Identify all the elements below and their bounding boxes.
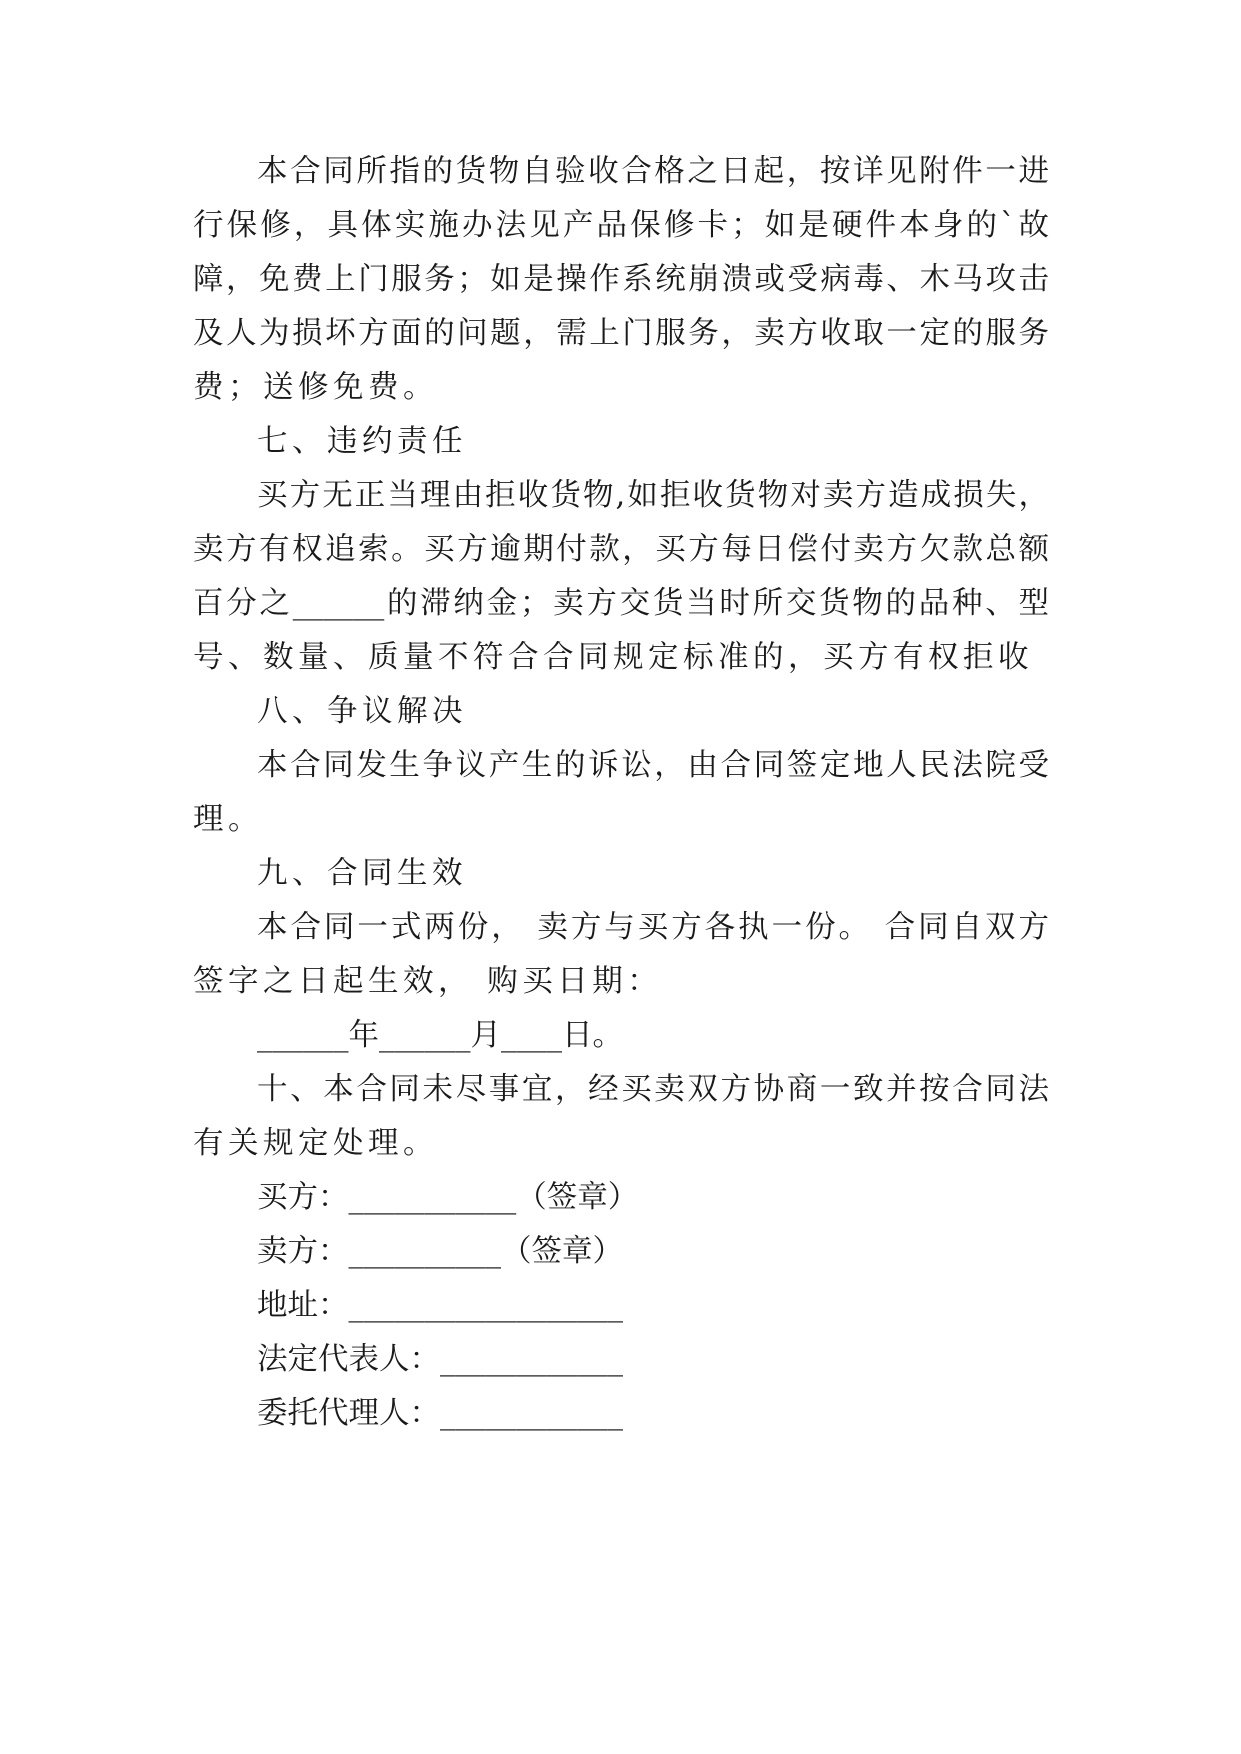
section-heading-breach: 七、违约责任 [257, 424, 467, 459]
authorized-agent-field: 委托代理人：____________ [257, 1396, 623, 1431]
paragraph-warranty-line-4: 及人为损坏方面的问题，需上门服务，卖方收取一定的服务 [193, 316, 1049, 351]
address-field: 地址：__________________ [257, 1288, 623, 1323]
paragraph-warranty-line-1: 本合同所指的货物自验收合格之日起，按详见附件一进 [257, 154, 1049, 189]
paragraph-dispute-line-2: 理。 [193, 802, 263, 837]
paragraph-dispute-line-1: 本合同发生争议产生的诉讼，由合同签定地人民法院受 [257, 748, 1049, 783]
purchase-date-field: ______年______月____日。 [257, 1018, 623, 1053]
section-heading-dispute: 八、争议解决 [257, 694, 467, 729]
paragraph-effective-line-1: 本合同一式两份， 卖方与买方各执一份。 合同自双方 [257, 910, 1049, 945]
paragraph-warranty-line-5: 费；送修免费。 [193, 370, 438, 405]
seller-signature-field: 卖方：__________（签章） [257, 1234, 623, 1269]
paragraph-misc-line-2: 有关规定处理。 [193, 1126, 438, 1161]
paragraph-effective-line-2: 签字之日起生效， 购买日期： [193, 964, 663, 999]
paragraph-warranty-line-3: 障，免费上门服务；如是操作系统崩溃或受病毒、木马攻击 [193, 262, 1049, 297]
paragraph-misc-line-1: 十、本合同未尽事宜，经买卖双方协商一致并按合同法 [257, 1072, 1049, 1107]
paragraph-breach-line-3: 百分之______的滞纳金；卖方交货当时所交货物的品种、型 [193, 586, 1049, 621]
paragraph-breach-line-4: 号、数量、质量不符合合同规定标准的，买方有权拒收 [193, 640, 1033, 675]
legal-representative-field: 法定代表人：____________ [257, 1342, 623, 1377]
paragraph-breach-line-2: 卖方有权追索。买方逾期付款，买方每日偿付卖方欠款总额 [193, 532, 1049, 567]
paragraph-breach-line-1: 买方无正当理由拒收货物,如拒收货物对卖方造成损失， [257, 478, 1049, 513]
buyer-signature-field: 买方：___________（签章） [257, 1180, 639, 1215]
paragraph-warranty-line-2: 行保修，具体实施办法见产品保修卡；如是硬件本身的`故 [193, 208, 1049, 243]
section-heading-effective: 九、合同生效 [257, 856, 467, 891]
